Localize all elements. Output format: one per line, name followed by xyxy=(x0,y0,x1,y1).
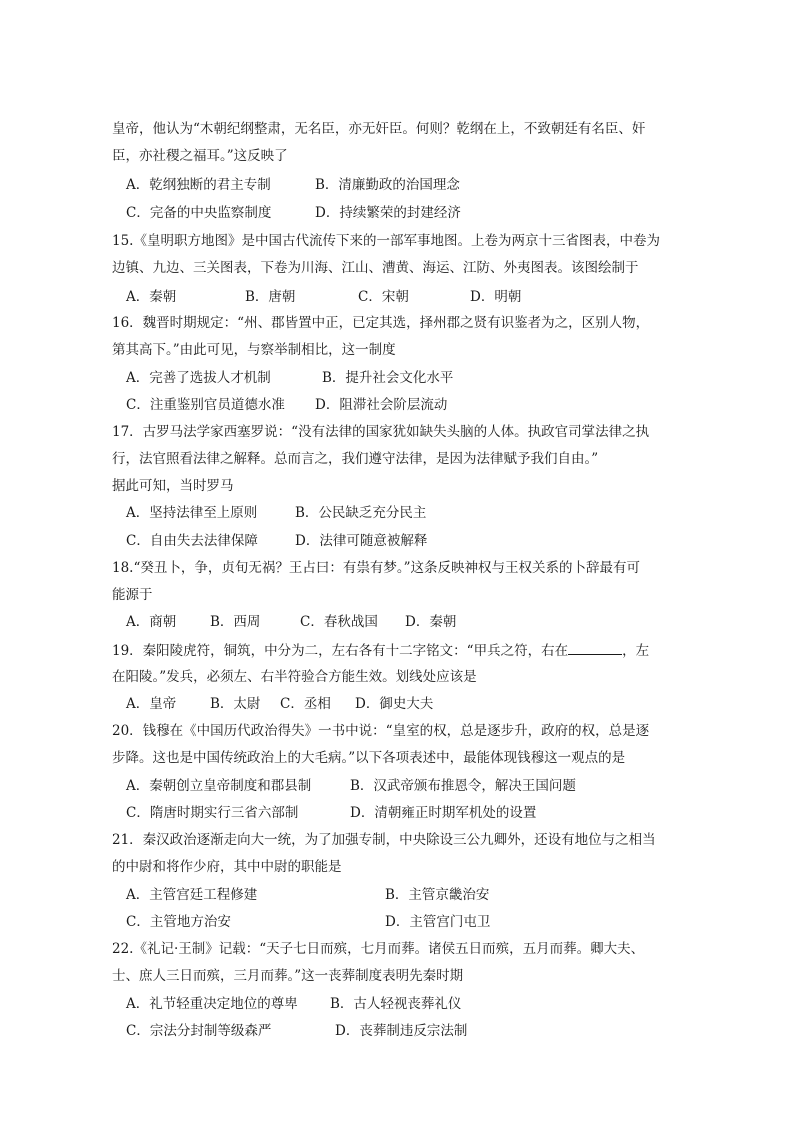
q16-stem-line-1: 16．魏晋时期规定：“州、郡皆置中正，已定其选，择州郡之贤有识鉴者为之，区别人物， xyxy=(112,315,650,331)
q22-option-b[interactable]: B．古人轻视丧葬礼仪 xyxy=(330,996,462,1012)
q22-stem-line-2: 士、庶人三日而殡，三月而葬。”这一丧葬制度表明先秦时期 xyxy=(112,968,464,984)
q19-stem-text-before-blank: 19．秦阳陵虎符，铜筑，中分为二，左右各有十二字铭文：“甲兵之符，右在 xyxy=(112,643,569,659)
q22-option-c[interactable]: C．宗法分封制等级森严 xyxy=(126,1023,272,1039)
q20-stem-line-1: 20．钱穆在《中国历代政治得失》一书中说：“皇室的权，总是逐步升，政府的权，总是逐 xyxy=(112,723,650,739)
q20-option-d[interactable]: D．清朝雍正时期军机处的设置 xyxy=(350,805,537,821)
q14-option-d[interactable]: D．持续繁荣的封建经济 xyxy=(315,205,461,221)
q17-option-b[interactable]: B．公民缺乏充分民主 xyxy=(295,505,427,521)
q19-option-d[interactable]: D．御史大夫 xyxy=(355,696,434,712)
q15-option-a[interactable]: A．秦朝 xyxy=(126,289,177,305)
q19-option-a[interactable]: A．皇帝 xyxy=(126,696,177,712)
q16-option-b[interactable]: B．提升社会文化水平 xyxy=(322,370,454,386)
q20-option-c[interactable]: C．隋唐时期实行三省六部制 xyxy=(126,805,299,821)
q17-option-a[interactable]: A．坚持法律至上原则 xyxy=(126,505,258,521)
q20-stem-line-2: 步降。这也是中国传统政治上的大毛病。”以下各项表述中，最能体现钱穆这一观点的是 xyxy=(112,750,626,766)
q18-option-a[interactable]: A．商朝 xyxy=(126,614,177,630)
q14-option-c[interactable]: C．完备的中央监察制度 xyxy=(126,205,272,221)
q22-stem-line-1: 22.《礼记·王制》记载：“天子七日而殡，七月而葬。诸侯五日而殡，五月而葬。卿大夫、 xyxy=(112,941,645,957)
q20-option-b[interactable]: B．汉武帝颁布推恩令，解决王国问题 xyxy=(350,778,576,794)
q22-option-d[interactable]: D．丧葬制违反宗法制 xyxy=(335,1023,468,1039)
q15-stem-line-2: 边镇、九边、三关图表，下卷为川海、江山、漕黄、海运、江防、外夷图表。该图绘制于 xyxy=(112,260,639,276)
q18-stem-line-2: 能源于 xyxy=(112,587,153,603)
q16-stem-line-2: 第其高下。”由此可见，与察举制相比，这一制度 xyxy=(112,342,396,358)
q21-option-a[interactable]: A．主管宫廷工程修建 xyxy=(126,887,258,903)
q17-stem-line-2: 行，法官照看法律之解释。总而言之，我们遵守法律，是因为法律赋予我们自由。” xyxy=(112,451,599,467)
q15-option-c[interactable]: C．宋朝 xyxy=(358,289,409,305)
q17-stem-line-3: 据此可知，当时罗马 xyxy=(112,478,234,494)
q16-option-a[interactable]: A．完善了选拔人才机制 xyxy=(126,370,271,386)
q21-option-c[interactable]: C．主管地方治安 xyxy=(126,914,231,930)
q19-fill-blank xyxy=(568,640,622,655)
q19-option-c[interactable]: C．丞相 xyxy=(280,696,331,712)
q19-option-b[interactable]: B．太尉 xyxy=(210,696,261,712)
q14-stem-line-1: 皇帝，他认为“木朝纪纲整肃，无名臣，亦无奸臣。何则？乾纲在上，不致朝廷有名臣、奸 xyxy=(112,121,646,137)
q17-option-d[interactable]: D．法律可随意被解释 xyxy=(295,533,428,549)
q18-option-d[interactable]: D．秦朝 xyxy=(405,614,457,630)
q16-option-c[interactable]: C．注重鉴别官员道德水准 xyxy=(126,397,285,413)
q15-option-b[interactable]: B．唐朝 xyxy=(245,289,296,305)
q18-stem-line-1: 18.“癸丑卜，争，贞旬无祸？王占曰：有祟有梦。”这条反映神权与王权关系的卜辞最有可 xyxy=(112,560,641,576)
q20-option-a[interactable]: A．秦朝创立皇帝制度和郡县制 xyxy=(126,778,312,794)
q18-option-c[interactable]: C．春秋战国 xyxy=(300,614,378,630)
q17-option-c[interactable]: C．自由失去法律保障 xyxy=(126,533,258,549)
q15-stem-line-1: 15.《皇明职方地图》是中国古代流传下来的一部军事地图。上卷为两京十三省图表，中卷为 xyxy=(112,233,660,249)
q19-stem-line-1 xyxy=(112,640,649,661)
q22-option-a[interactable]: A．礼节轻重决定地位的尊卑 xyxy=(126,996,298,1012)
q15-option-d[interactable]: D．明朝 xyxy=(470,289,522,305)
q21-stem-line-1: 21．秦汉政治逐渐走向大一统，为了加强专制，中央除设三公九卿外，还设有地位与之相当 xyxy=(112,832,656,848)
q21-option-d[interactable]: D．主管宫门屯卫 xyxy=(385,914,491,930)
q14-option-a[interactable]: A．乾纲独断的君主专制 xyxy=(126,177,271,193)
q17-stem-line-1: 17．古罗马法学家西塞罗说：“没有法律的国家犹如缺失头脑的人体。执政官司掌法律之执 xyxy=(112,424,650,440)
q18-option-b[interactable]: B．西周 xyxy=(210,614,261,630)
q19-stem-line-2: 在阳陵。”发兵，必须左、右半符验合方能生效。划线处应该是 xyxy=(112,669,477,685)
q16-option-d[interactable]: D．阻滞社会阶层流动 xyxy=(315,397,448,413)
q14-stem-line-2: 臣，亦社稷之福耳。”这反映了 xyxy=(112,148,288,164)
q21-option-b[interactable]: B．主管京畿治安 xyxy=(385,887,490,903)
q21-stem-line-2: 的中尉和将作少府，其中中尉的职能是 xyxy=(112,859,342,875)
q14-option-b[interactable]: B．清廉勤政的治国理念 xyxy=(315,177,460,193)
q19-stem-text-after-blank: ，左 xyxy=(622,643,650,659)
